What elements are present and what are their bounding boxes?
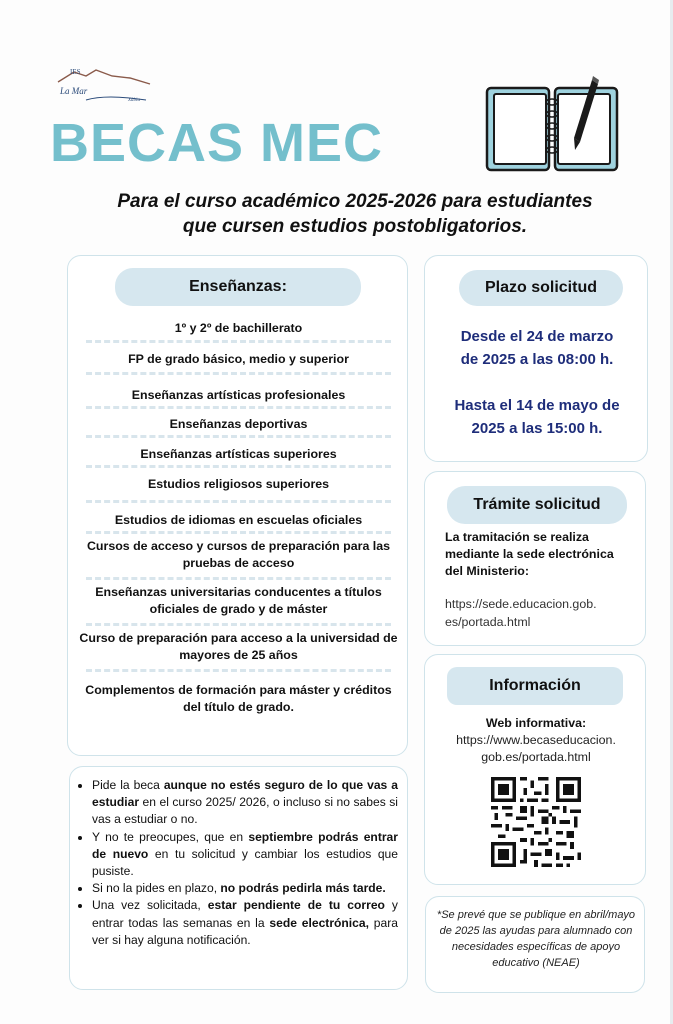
subtitle: [60, 189, 650, 239]
tramite-link[interactable]: [445, 595, 635, 631]
nota-text: *Se prevé que se publique en abril/mayo de 2025 las ayudas para alumnado con necesidades específicas de apoyo educativo (NEAE): [436, 909, 636, 969]
qr-code-icon[interactable]: [491, 777, 581, 867]
tramite-heading: Trámite solicitud: [447, 486, 627, 524]
tramite-card: [424, 471, 646, 646]
ensenanzas-item: Enseñanzas universitarias conducentes a títulos oficiales de grado y de máster: [95, 585, 382, 616]
ensenanzas-item: Complementos de formación para máster y créditos del título de grado.: [85, 683, 392, 714]
consejo-item: • Una vez solicitada, estar pendiente de tu correo y entrar todas las semanas en la sede electrónica, para ver si hay alguna notificación.: [92, 897, 398, 949]
page-title: BECAS MEC: [50, 113, 384, 173]
divider: [86, 531, 391, 534]
tramite-link-line-2: es/portada.html: [445, 615, 531, 629]
divider: [86, 465, 391, 468]
consejo-item: • Pide la beca aunque no estés seguro de lo que vas a estudiar en el curso 2025/ 2026, o incluso si no sabes si vas a estudiar o no.: [92, 777, 398, 829]
divider: [86, 577, 391, 580]
divider: [86, 406, 391, 409]
tramite-text: La tramitación se realiza mediante la sede electrónica del Ministerio:: [445, 530, 614, 578]
ensenanzas-item: Curso de preparación para acceso a la universidad de mayores de 25 años: [79, 631, 398, 662]
divider: [86, 500, 391, 503]
ensenanzas-heading: Enseñanzas:: [115, 268, 361, 306]
informacion-link[interactable]: [425, 732, 647, 766]
notebook-pen-icon: [484, 74, 620, 174]
divider: [86, 623, 391, 626]
ensenanzas-item: 1º y 2º de bachillerato: [174, 321, 303, 335]
ensenanzas-item: Estudios religiosos superiores: [147, 477, 330, 491]
plazo-hasta-line-2: 2025 a las 15:00 h.: [471, 420, 603, 437]
ensenanzas-item: Enseñanzas artísticas superiores: [140, 447, 337, 461]
subtitle-line-1: Para el curso académico 2025-2026 para estudiantes: [117, 191, 593, 212]
logo-place-text: Xàbia: [128, 98, 140, 103]
informacion-link-line-1: https://www.becaseducacion.: [456, 733, 616, 747]
ensenanzas-item: Enseñanzas deportivas: [169, 417, 308, 431]
divider: [86, 340, 391, 343]
ensenanzas-item: Cursos de acceso y cursos de preparación para las pruebas de acceso: [86, 539, 391, 570]
ensenanzas-list: [76, 320, 401, 718]
divider: [86, 435, 391, 438]
logo-script-text: La Mar: [60, 86, 88, 96]
logo-ies-text: IES: [70, 68, 81, 76]
consejos-card: [69, 766, 408, 990]
consejo-item: • Y no te preocupes, que en septiembre podrás entrar de nuevo en tu solicitud y cambiar los estudios que pusiste.: [92, 829, 398, 881]
ensenanzas-card: [67, 255, 408, 756]
informacion-label: Web informativa:: [485, 716, 587, 730]
informacion-link-line-2: gob.es/portada.html: [481, 750, 591, 764]
consejos-list: [92, 777, 398, 949]
plazo-heading: Plazo solicitud: [459, 270, 623, 306]
plazo-card: [424, 255, 648, 462]
informacion-heading: Información: [447, 667, 623, 705]
consejo-item: • Si no la pides en plazo, no podrás pedirla más tarde.: [92, 880, 398, 897]
tramite-link-line-1: https://sede.educacion.gob.: [445, 597, 597, 611]
subtitle-line-2: que cursen estudios postobligatorios.: [182, 216, 528, 237]
ensenanzas-item: FP de grado básico, medio y superior: [128, 352, 349, 366]
divider: [86, 372, 391, 375]
nota-card: [425, 896, 645, 993]
ensenanzas-item: Estudios de idiomas en escuelas oficiales: [114, 513, 363, 527]
divider: [86, 669, 391, 672]
ensenanzas-item: Enseñanzas artísticas profesionales: [131, 388, 346, 402]
informacion-card: [424, 654, 646, 885]
plazo-desde-line-2: de 2025 a las 08:00 h.: [460, 351, 614, 368]
plazo-hasta-line-1: Hasta el 14 de mayo de: [454, 397, 620, 414]
school-logo: [56, 66, 156, 110]
plazo-desde-line-1: Desde el 24 de marzo: [460, 328, 614, 345]
